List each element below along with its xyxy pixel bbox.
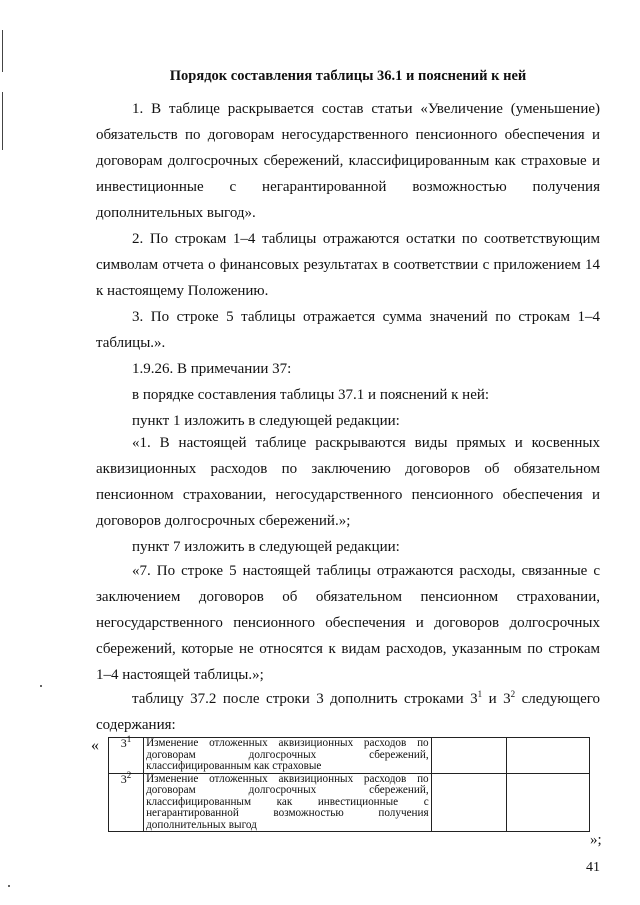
closing-quote: »; [590,832,602,848]
scan-edge-mark [2,92,3,150]
value-cell [431,738,506,774]
paragraph-1: 1. В таблице раскрывается состав статьи «Увеличение (уменьшение) обязательств по договорам негосударственного пенсионного обеспечения и договорам долгосрочных сбережений, классифицированным как страховые и инвестиционные с негарантированной возможностью получения дополнительных выгод». [96,101,600,221]
section-heading: Порядок составления таблицы 36.1 и пояснений к ней [169,68,527,84]
item-7-line: пункт 7 изложить в следующей редакции: [132,539,400,555]
scan-edge-mark [2,30,3,72]
opening-quote: « [91,737,99,754]
scan-speck [8,885,10,887]
row-number: $3^1$ [109,738,144,774]
table-row [109,738,590,774]
paragraph-item-1: «1. В настоящей таблице раскрываются виды прямых и косвенных аквизиционных расходов по заключению договоров об обязательном пенсионном страховании, негосударственного пенсионного обеспечения и договоров долгосрочных сбережений.»; [96,435,600,529]
value-cell [506,773,589,832]
value-cell [506,738,589,774]
item-1-line: пункт 1 изложить в следующей редакции: [132,413,400,429]
inserted-rows-table [108,734,590,832]
paragraph-item-7: «7. По строке 5 настоящей таблицы отражаются расходы, связанные с заключением договоров об обязательном пенсионном страховании, негосударственного пенсионного обеспечения и договоров долгосрочных сбережений, которые не относятся к видам расходов, указанным по строкам 1–4 настоящей таблицы.»; [96,563,600,683]
table-row [109,773,590,832]
note-37-line: 1.9.26. В примечании 37: [132,361,292,377]
table-37-2-intro: таблицу 37.2 после строки 3 дополнить строками $3^1$ и $3^2$ следующего содержания: [96,689,601,733]
row-description: Изменение отложенных аквизиционных расходов по договорам долгосрочных сбережений, классифицированным как страховые [144,738,432,774]
table-37-1-line: в порядке составления таблицы 37.1 и пояснений к ней: [132,387,490,403]
row-number: $3^2$ [109,773,144,832]
paragraph-3: 3. По строке 5 таблицы отражается сумма значений по строкам 1–4 таблицы.». [96,309,600,351]
scan-speck [40,685,42,687]
paragraph-2: 2. По строкам 1–4 таблицы отражаются остатки по соответствующим символам отчета о финансовых результатах в соответствии с приложением 14 к настоящему Положению. [96,231,600,299]
row-description: Изменение отложенных аквизиционных расходов по договорам долгосрочных сбережений, классифицированным как инвестиционные с негарантированной возможностью получения дополнительных выгод [144,773,432,832]
value-cell [431,773,506,832]
page-number: 41 [586,860,600,875]
